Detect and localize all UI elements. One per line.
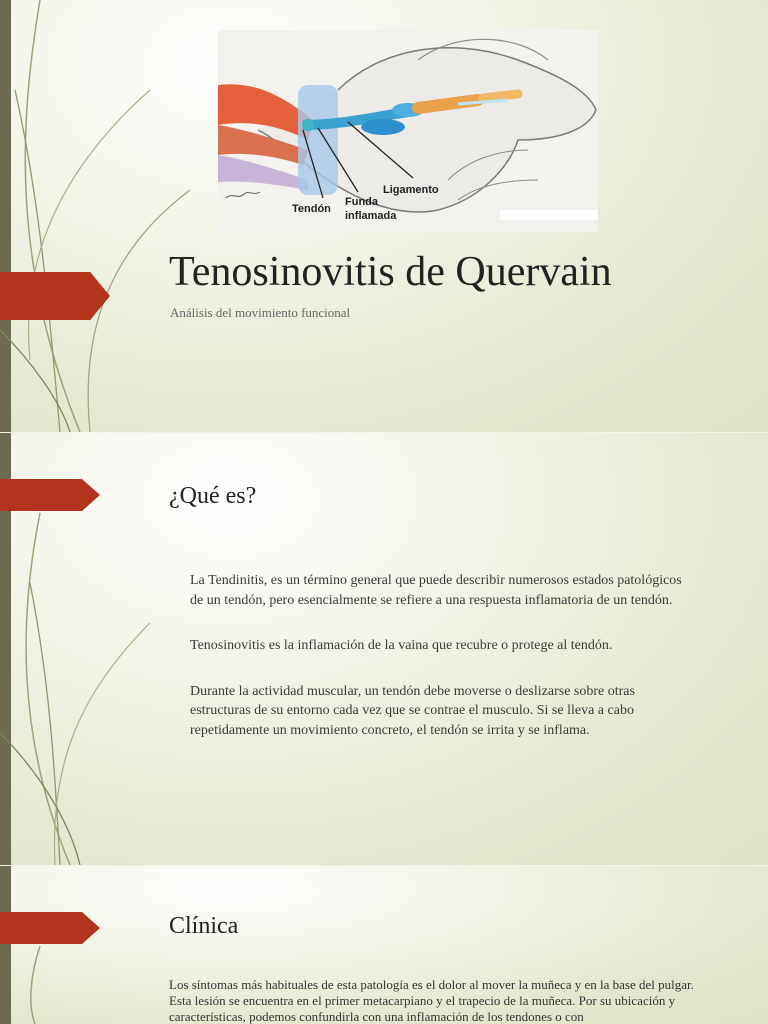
section-heading: Clínica [169, 913, 239, 939]
decorative-swirls [0, 0, 200, 432]
wrist-anatomy-image [218, 30, 598, 232]
list-item [168, 682, 688, 741]
list-item-text: La Tendinitis, es un término general que puede describir numerosos estados patológicos de un tendón, pero esencialmente se refiere a una respuesta inflamatoria de un tendón. [190, 573, 682, 608]
body-text: Los síntomas más habituales de esta patología es el dolor al mover la muñeca y en la base del pulgar. Esta lesión se encuentra en el primer metacarpiano y el trapecio de la muñeca. Por su ubicación y características, podemos confundirla con una inflamación de los tendones o con [169, 977, 694, 1024]
section-tag [0, 479, 100, 511]
list-item-text: Durante la actividad muscular, un tendón debe moverse o deslizarse sobre otras estructuras de su entorno cada vez que se contrae el musculo. Si se lleva a cabo repetidamente un movimiento concreto, el tendón se irrita y se inflama. [190, 683, 635, 738]
section-heading: ¿Qué es? [169, 483, 257, 509]
bullet-list [168, 571, 688, 766]
section-tag [0, 272, 110, 320]
label-ligamento: Ligamento [383, 184, 439, 196]
list-item-text: Tenosinovitis es la inflamación de la vaina que recubre o protege al tendón. [190, 638, 613, 653]
page-title: Tenosinovitis de Quervain [169, 249, 612, 295]
list-item [168, 571, 688, 610]
slide-que-es [0, 433, 768, 865]
section-tag [0, 912, 100, 944]
slide-title [0, 0, 768, 432]
label-inflamada: inflamada [345, 210, 397, 222]
page-subtitle: Análisis del movimiento funcional [170, 305, 351, 320]
list-item [168, 636, 688, 656]
slide-clinica [0, 866, 768, 1024]
label-funda: Funda [345, 196, 378, 208]
label-tendon: Tendón [292, 203, 331, 215]
